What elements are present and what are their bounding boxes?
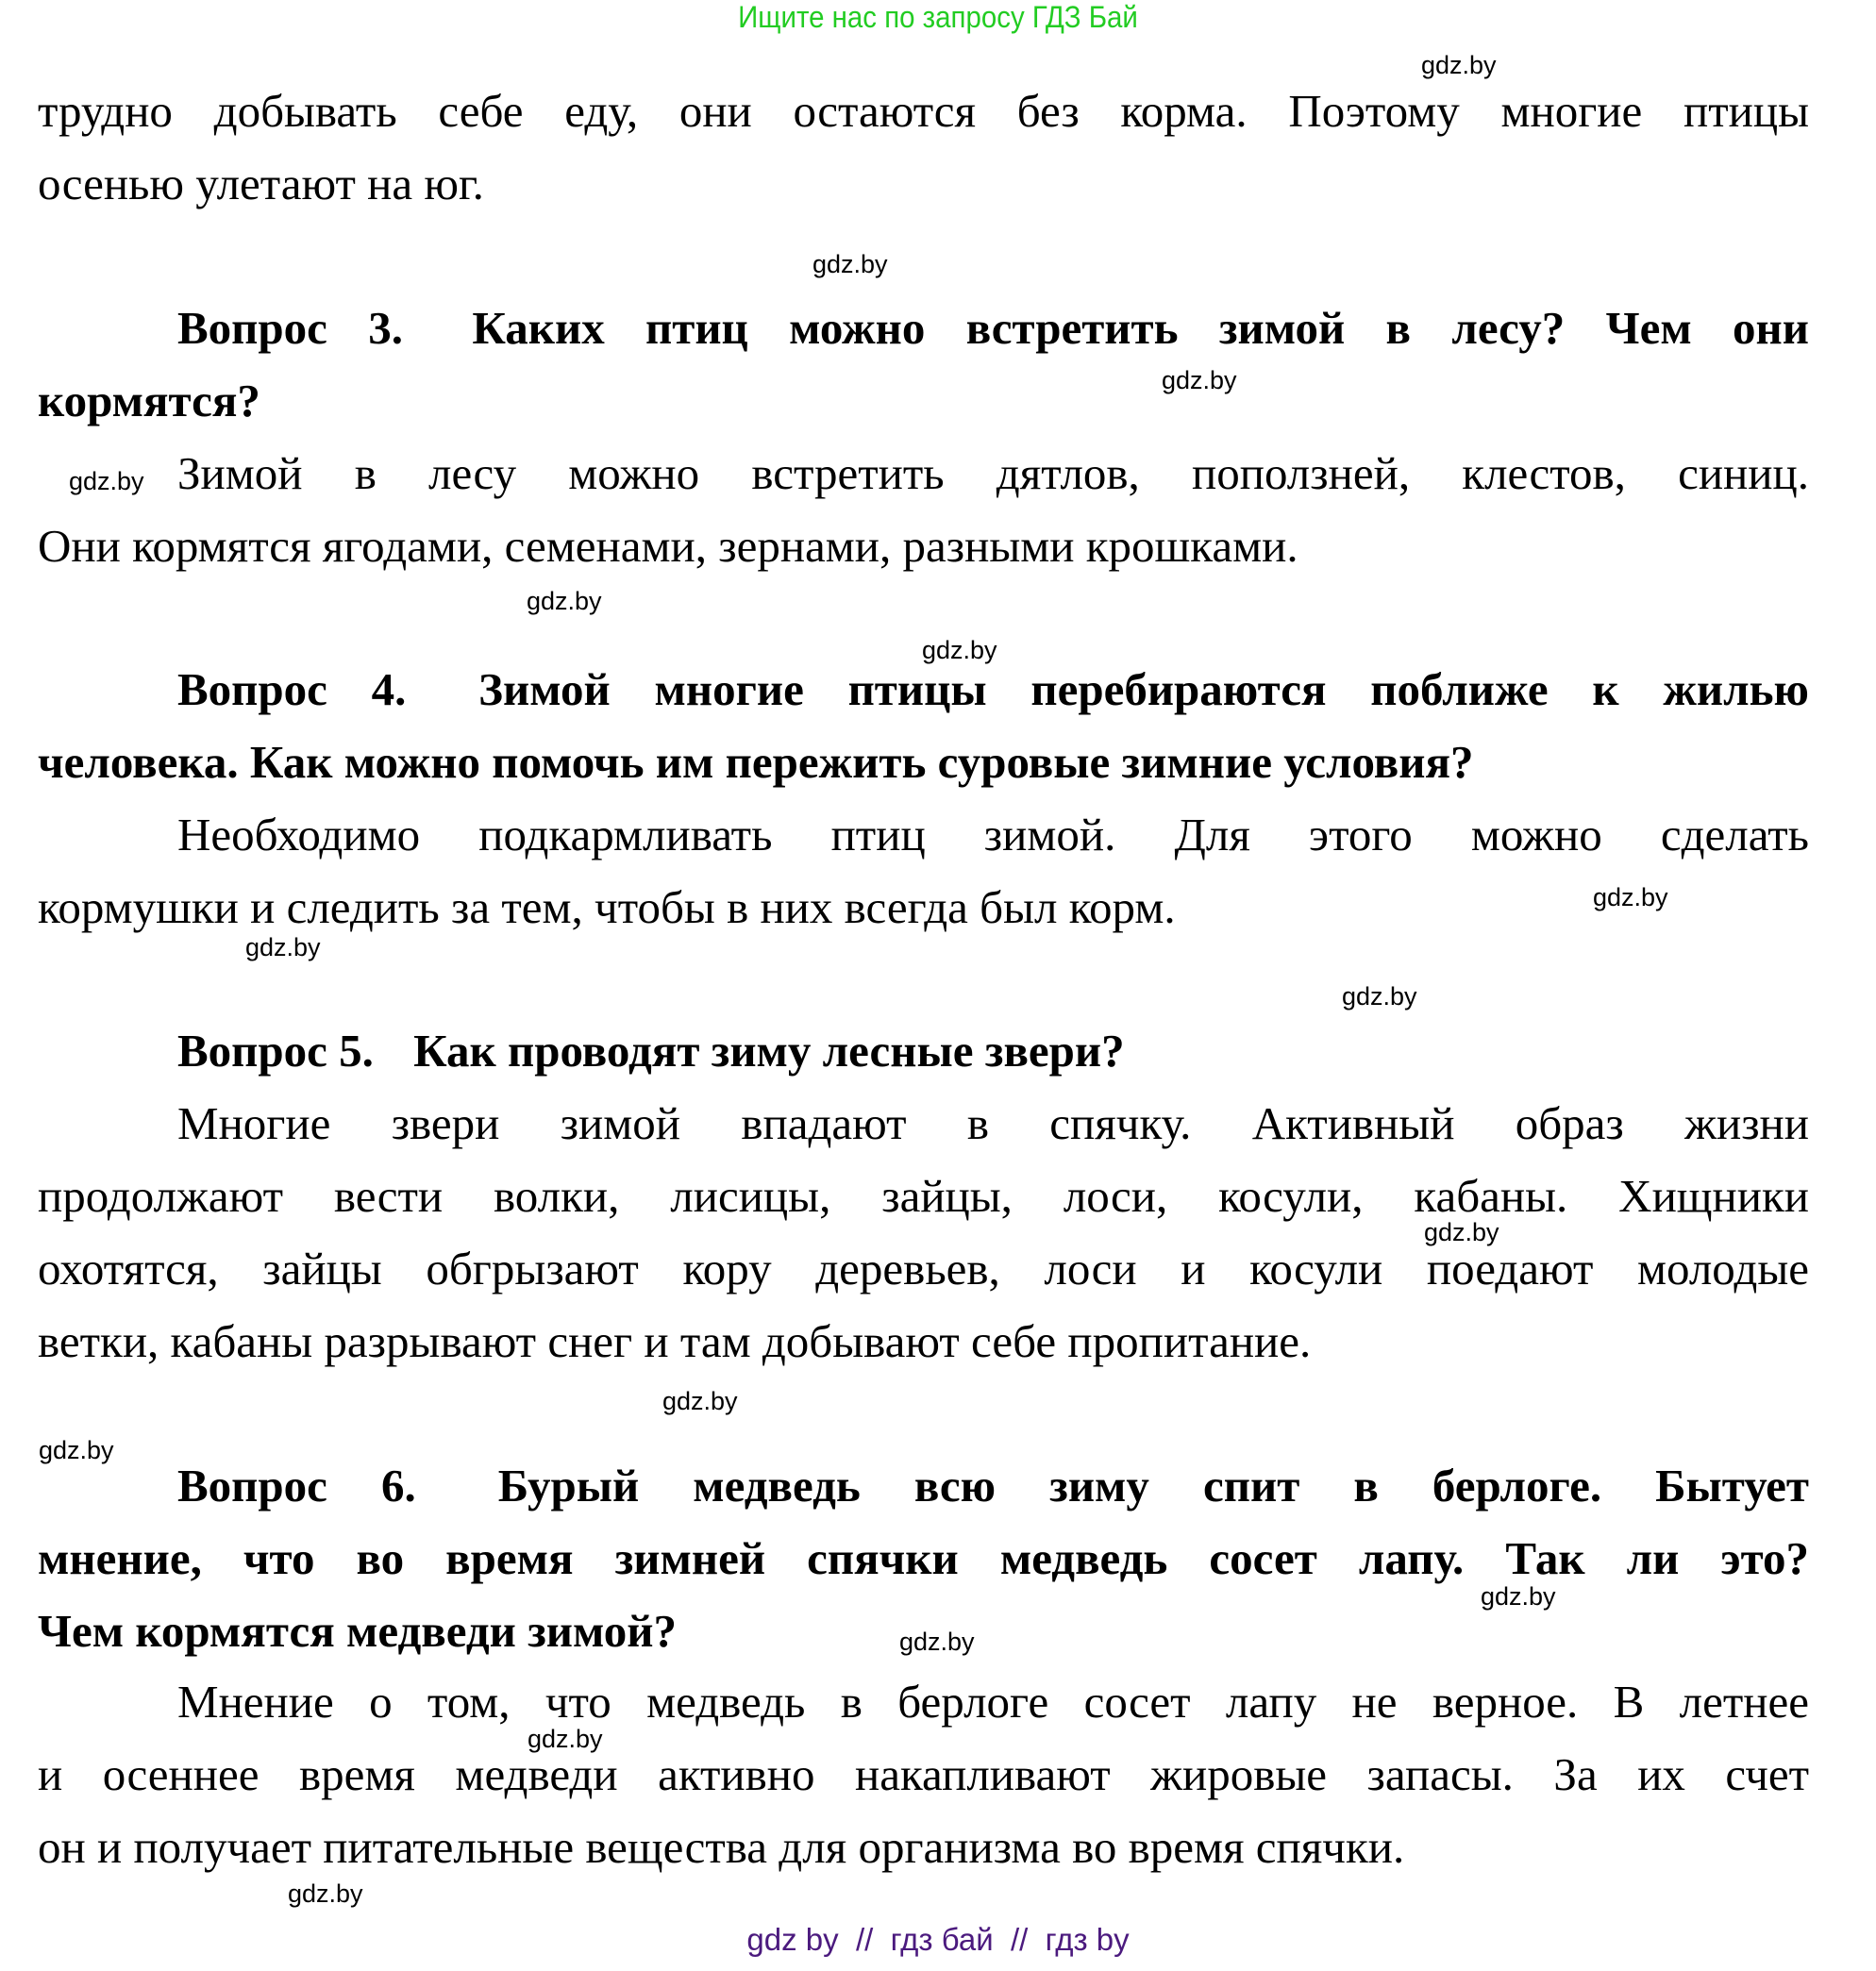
answer-paragraph [38, 437, 1809, 582]
text-line: Зимой в лесу можно встретить дятлов, поползней, клестов, синиц. [177, 447, 1809, 499]
watermark: gdz.by [288, 1879, 363, 1908]
text-line: человека. Как можно помочь им пережить суровые зимние условия? [38, 736, 1474, 788]
watermark: gdz.by [39, 1436, 114, 1464]
watermark: gdz.by [1481, 1582, 1556, 1611]
question-text: Как проводят зиму лесные звери? [413, 1025, 1125, 1077]
text-line: Мнение о том, что медведь в берлоге сосет лапу не верное. В летнее [177, 1676, 1809, 1728]
watermark: gdz.by [1421, 51, 1497, 79]
text-line [38, 1014, 1809, 1087]
answer-paragraph [38, 1665, 1809, 1883]
question-heading [38, 1014, 1809, 1087]
watermark: gdz.by [1424, 1218, 1499, 1246]
text-line: кормятся? [38, 375, 260, 426]
text-line: ветки, кабаны разрывают снег и там добывают себе пропитание. [38, 1315, 1312, 1367]
text-line: Чем кормятся медведи зимой? [38, 1605, 677, 1657]
answer-paragraph [38, 798, 1809, 944]
question-number: Вопрос 5. [177, 1025, 374, 1077]
text-line: Они кормятся ягодами, семенами, зернами, разными крошками. [38, 520, 1298, 572]
text-line: и осеннее время медведи активно накапливают жировые запасы. За их счет [38, 1748, 1809, 1800]
question-text: Зимой многие птицы перебираются поближе к жилью [478, 663, 1809, 715]
watermark: gdz.by [662, 1387, 738, 1415]
watermark: gdz.by [1342, 982, 1417, 1011]
question-heading [38, 292, 1809, 437]
answer-paragraph [38, 75, 1809, 220]
text-line [38, 1449, 1809, 1522]
text-line: мнение, что во время зимней спячки медведь сосет лапу. Так ли это? [38, 1532, 1809, 1584]
question-heading [38, 653, 1809, 798]
watermark: gdz.by [1162, 366, 1237, 394]
question-number: Вопрос 6. [177, 1460, 416, 1512]
question-number: Вопрос 3. [177, 302, 403, 354]
text-line: охотятся, зайцы обгрызают кору деревьев, лоси и косули поедают молодые [38, 1243, 1809, 1295]
watermark: gdz.by [69, 467, 144, 495]
text-line: трудно добывать себе еду, они остаются без корма. Поэтому многие птицы [38, 85, 1809, 137]
question-number: Вопрос 4. [177, 663, 407, 715]
text-line: продолжают вести волки, лисицы, зайцы, лоси, косули, кабаны. Хищники [38, 1170, 1809, 1222]
watermark: gdz.by [922, 636, 997, 664]
text-line: Многие звери зимой впадают в спячку. Активный образ жизни [177, 1097, 1809, 1149]
text-line [38, 292, 1809, 364]
watermark: gdz.by [899, 1628, 975, 1656]
watermark: gdz.by [245, 933, 321, 961]
question-text: Каких птиц можно встретить зимой в лесу? Чем они [472, 302, 1809, 354]
text-line: кормушки и следить за тем, чтобы в них всегда был корм. [38, 881, 1176, 933]
search-banner: Ищите нас по запросу ГДЗ Бай [738, 0, 1138, 34]
question-text: Бурый медведь всю зиму спит в берлоге. Бытует [497, 1460, 1810, 1512]
watermark: gdz.by [527, 587, 602, 615]
watermark: gdz.by [528, 1725, 603, 1753]
text-line: он и получает питательные вещества для организма во время спячки. [38, 1821, 1405, 1873]
text-line: Необходимо подкармливать птиц зимой. Для этого можно сделать [177, 809, 1809, 860]
answer-paragraph [38, 1087, 1809, 1378]
watermark: gdz.by [812, 250, 888, 278]
text-line: осенью улетают на юг. [38, 158, 484, 209]
watermark: gdz.by [1593, 883, 1668, 911]
footer-links: gdz by // гдз бай // гдз by [746, 1922, 1130, 1957]
